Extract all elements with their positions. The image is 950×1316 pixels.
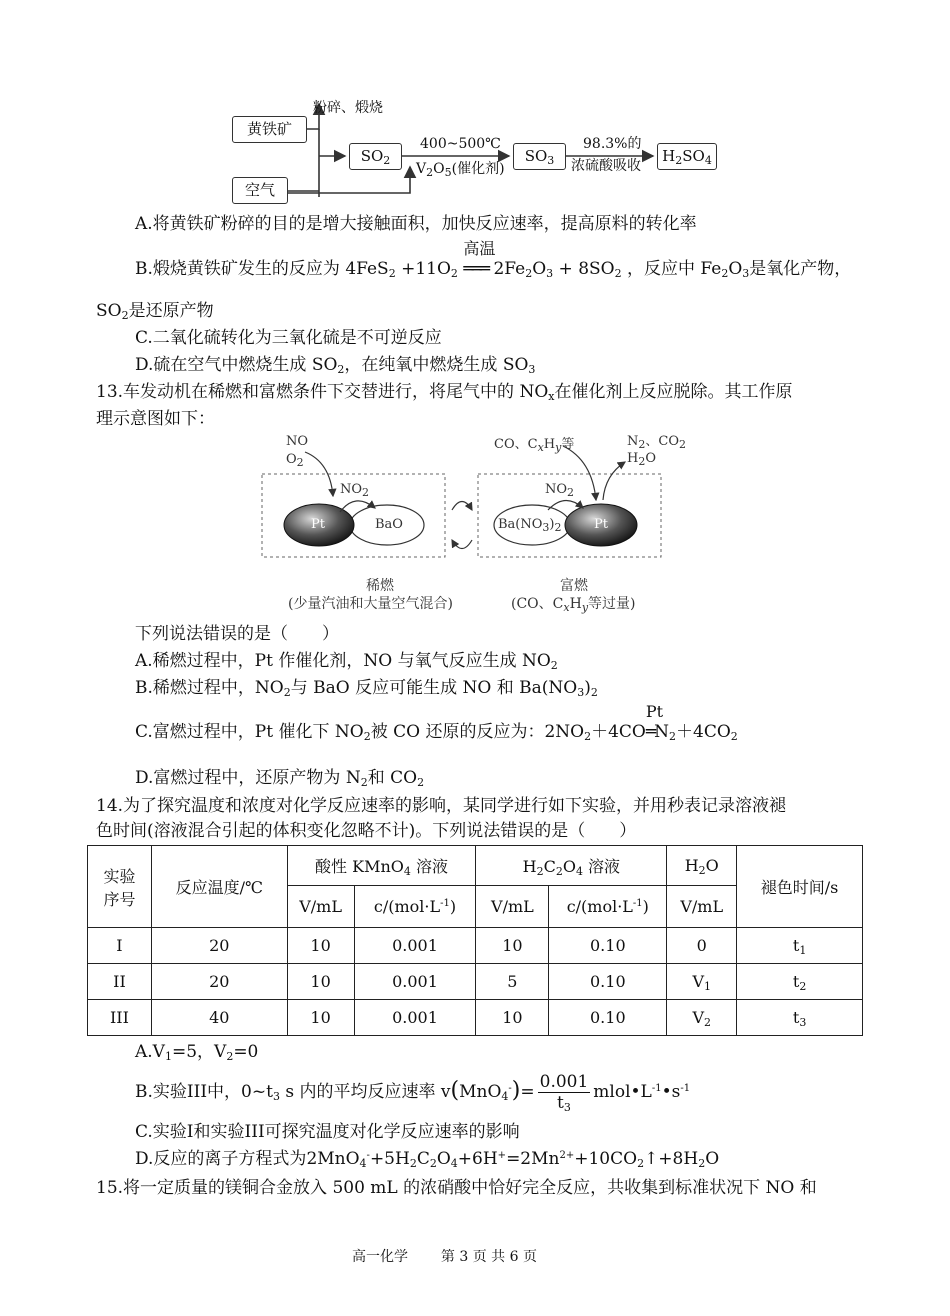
cell-time (737, 964, 863, 1000)
diag-bano3-label: Ba(NO (498, 517, 543, 532)
so3-label: SO (524, 147, 548, 165)
air-label: 空气 (244, 181, 275, 199)
table-row (88, 928, 863, 964)
th-exp-id (88, 846, 152, 928)
diag-bao: BaO (375, 517, 403, 532)
diag-no2-left: $NO_2$ (340, 482, 370, 499)
cell-time (737, 1000, 863, 1036)
q14-option-a: $A.V_1=5$，$V_2=0$ (135, 1042, 259, 1063)
cell-v2: 10 (476, 1000, 549, 1036)
th-v2: V/mL (476, 886, 549, 928)
diag-o2-label: O (286, 452, 297, 467)
cell-vw (667, 964, 737, 1000)
q12-option-b-cont: $SO_2$是还原产物 (96, 301, 214, 322)
diag-co-cxhy-label: CO、C (494, 437, 538, 452)
cell-t: t (792, 936, 800, 955)
th-exp-2: 序号 (103, 889, 136, 909)
diag-lean-title: 稀燃 (366, 578, 394, 594)
q14-d-text: D.反应的离子方程式为 (135, 1149, 307, 1169)
diag-no2-left-label: NO (340, 482, 363, 497)
footer (352, 1246, 537, 1266)
cell-t-sub: 3 (799, 1016, 807, 1029)
absorb-conc: 98.3%的 (583, 136, 642, 152)
th-h2c2o4: $H_2C_2O_4$ 溶液 (476, 846, 667, 886)
cell-c2: 0.10 (549, 928, 667, 964)
cell-temp: 20 (151, 964, 287, 1000)
th-h2c2o4-a: H (522, 857, 537, 876)
cell-temp: 40 (151, 1000, 287, 1036)
h2so4-box: $H_2SO_4$ (657, 143, 717, 170)
rate-unit: mlol•L (593, 1082, 652, 1102)
h2so4-h: H (662, 147, 676, 165)
pt-condition-label: Pt (645, 702, 664, 721)
so2-box: $SO_2$ (349, 143, 402, 170)
q12-option-c: C.二氧化硫转化为三氧化硫是不可逆反应 (135, 328, 442, 348)
diag-n2-co2: $N_2$、$CO_2$ (627, 434, 686, 451)
catalyst-diagram-graphics (0, 0, 950, 640)
q12-b-prefix: B.煅烧黄铁矿发生的反应为 (135, 259, 340, 279)
diag-lean-sub: (少量汽油和大量空气混合) (288, 596, 453, 612)
crush-calcine-label: 粉碎、煅烧 (313, 100, 383, 116)
q13-d-text2: 和 CO (367, 768, 418, 788)
th-exp-1: 实验 (103, 866, 136, 886)
diag-no: NO (286, 434, 309, 449)
diag-bano3: $Ba(NO_3)_2$ (498, 517, 562, 534)
diag-rich-sub-label: (CO、C (511, 596, 564, 612)
q13-stem-line2: 理示意图如下： (96, 409, 215, 429)
condition-temp: 400~500℃ (420, 136, 501, 152)
experiment-table (87, 845, 863, 1036)
cell-time (737, 928, 863, 964)
q14-option-b: B.实验III中，$0\sim t_3$ s 内的平均反应速率 v(MnO$_4$-)= $\frac{0.001}{t_3}$ $mlol•L^{-1}•s^{-1}$ (135, 1072, 691, 1114)
absorb-label: 浓硫酸吸收 (571, 158, 641, 174)
so3-box: $SO_3$ (513, 143, 566, 170)
cell-t: t (792, 972, 800, 991)
diag-h2o: $H_2O$ (627, 451, 657, 468)
q14-b-prefix: B.实验III中，0~t (135, 1082, 273, 1102)
q12-b-suffix: ，反应中 Fe (627, 259, 722, 279)
rate-numerator: 0.001 (539, 1072, 589, 1092)
th-fade-time: 褪色时间/s (737, 846, 863, 928)
table-row (88, 964, 863, 1000)
q14-stem-line2: 色时间(溶液混合引起的体积变化忽略不计)。下列说法错误的是（ ） (96, 821, 637, 841)
th-c2: $c/(mol\cdot L^{-1})$ (549, 886, 667, 928)
cell-c2: 0.10 (549, 964, 667, 1000)
cell-c2: 0.10 (549, 1000, 667, 1036)
pt-condition: Pt ═ (645, 702, 664, 742)
diag-no2-right-label: NO (545, 482, 568, 497)
q13-question: 下列说法错误的是（ ） (135, 624, 339, 644)
q12-b-suffix2: 是氧化产物， (749, 259, 852, 279)
cell-id: II (88, 964, 152, 1000)
q14-a-text: A.V (135, 1042, 165, 1062)
footer-subject: 高一化学 (352, 1249, 408, 1265)
cell-v1: 10 (287, 1000, 354, 1036)
th-v1: V/mL (287, 886, 354, 928)
q13-c-text2: 被 CO 还原的反应为： (370, 722, 545, 742)
diag-no2-right: $NO_2$ (545, 482, 575, 499)
cell-v1: 10 (287, 928, 354, 964)
q13-stem1-b: 在催化剂上反应脱除。其工作原 (554, 382, 793, 402)
q12-option-a: A.将黄铁矿粉碎的目的是增大接触面积，加快反应速率，提高原料的转化率 (135, 214, 697, 234)
diag-co-cxhy-end: 等 (561, 437, 575, 452)
q12-option-b: B.煅烧黄铁矿发生的反应为 $4FeS_2 +11O_2$ 高温 ═══ $2Fe_2O_3 + 8SO_2$ ，反应中 $Fe_2O_3$是氧化产物， (135, 239, 852, 280)
cell-vw-v: V (692, 972, 704, 991)
cell-t: t (792, 1008, 800, 1027)
diag-h: H (627, 451, 639, 466)
cell-v2: 10 (476, 928, 549, 964)
q13-option-b: B.稀燃过程中，$NO_2$与 BaO 反应可能生成 NO 和 $Ba(NO_3)_2$ (135, 678, 598, 699)
rate-fraction (538, 1072, 591, 1113)
q12-b-cont-text: 是还原产物 (128, 301, 214, 321)
h2so4-so: SO (682, 147, 705, 165)
q15-stem: 15.将一定质量的镁铜合金放入 500 mL 的浓硝酸中恰好完全反应，共收集到标准状况下 NO 和 (96, 1178, 817, 1198)
diag-co-cxhy: CO、$C_xH_y$等 (494, 437, 575, 454)
th-kmno4-b: 溶液 (415, 857, 448, 876)
q13-d-text: D.富燃过程中，还原产物为 N (135, 768, 361, 788)
high-temp-label: 高温 (463, 239, 496, 258)
cell-c1: 0.001 (354, 928, 476, 964)
th-h2o-h: H (684, 856, 699, 875)
q13-stem1: 13.车发动机在稀燃和富燃条件下交替进行，将尾气中的 NO (96, 382, 549, 402)
cell-v1: 10 (287, 964, 354, 1000)
rate-den-t: t (557, 1093, 564, 1113)
catalyst-label: (催化剂) (451, 161, 505, 177)
q13-a-text: A.稀燃过程中，Pt 作催化剂，NO 与氧气反应生成 NO (135, 651, 551, 671)
q13-b-text2: 与 BaO 反应可能生成 NO 和 Ba(NO (290, 678, 578, 698)
diag-rich-title: 富燃 (560, 578, 588, 594)
cell-t-sub: 2 (799, 980, 807, 993)
q14-option-d: D.反应的离子方程式为$2MnO_4^-+5H_2C_2O_4+6H^+=2Mn^{2+}+10CO_2↑+8H_2O$ (135, 1149, 720, 1170)
cell-temp: 20 (151, 928, 287, 964)
diag-o2: $O_2$ (286, 452, 304, 469)
diag-n2: N (627, 434, 639, 449)
th-c2-text: c/(mol·L (566, 897, 633, 916)
th-c1: $c/(mol\cdot L^{-1})$ (354, 886, 476, 928)
th-kmno4-a: 酸性 KMnO (315, 857, 404, 876)
th-c1-text: c/(mol·L (373, 897, 441, 916)
rate-denominator: $t_3$ (557, 1093, 571, 1114)
diag-pt-left: Pt (311, 517, 325, 532)
th-v3: V/mL (667, 886, 737, 928)
q13-option-a: A.稀燃过程中，Pt 作催化剂，NO 与氧气反应生成 $NO_2$ (135, 651, 558, 672)
q13-b-text: B.稀燃过程中，NO (135, 678, 284, 698)
th-kmno4: 酸性 KMnO$_4$ 溶液 (287, 846, 476, 886)
cell-vw (667, 1000, 737, 1036)
diag-rich-sub: (CO、$C_xH_y$等过量) (511, 596, 636, 614)
q14-option-c: C.实验I和实验III可探究温度对化学反应速率的影响 (135, 1122, 520, 1142)
condition-catalyst: $V_2O_5$(催化剂) (416, 161, 505, 179)
th-h2c2o4-b: 溶液 (588, 857, 621, 876)
cell-vw-sub: 2 (704, 1016, 711, 1029)
catalyst-v: V (416, 161, 427, 177)
q13-option-c: C.富燃过程中，Pt 催化下 $NO_2$被 CO 还原的反应为：$2NO_2+4CO$ Pt $═N_2+4CO_2$ (135, 702, 738, 743)
q14-stem-line1: 14.为了探究温度和浓度对化学反应速率的影响，某同学进行如下实验，并用秒表记录溶液褪 (96, 796, 787, 816)
so2-label: SO (360, 147, 384, 165)
cell-c1: 0.001 (354, 964, 476, 1000)
table-row (88, 1000, 863, 1036)
cell-id: III (88, 1000, 152, 1036)
q12-d-prefix: D.硫在空气中燃烧生成 SO (135, 355, 338, 375)
q13-stem-line1: 13.车发动机在稀燃和富燃条件下交替进行，将尾气中的 $NO_x$在催化剂上反应脱除。其工作原 (96, 382, 793, 403)
high-temp-condition: 高温 ═══ (463, 239, 496, 279)
cell-t-sub: 1 (799, 944, 807, 957)
footer-page: 第 3 页 共 6 页 (440, 1249, 537, 1265)
q14-b-mid: s 内的平均反应速率 (279, 1082, 436, 1102)
cell-vw: 0 (667, 928, 737, 964)
th-temp: 反应温度/℃ (151, 846, 287, 928)
cell-vw-v: V (692, 1008, 704, 1027)
q13-option-d: D.富燃过程中，还原产物为 $N_2$和 $CO_2$ (135, 768, 425, 789)
cell-id: I (88, 928, 152, 964)
cell-c1: 0.001 (354, 1000, 476, 1036)
q13-c-text: C.富燃过程中，Pt 催化下 NO (135, 722, 364, 742)
pyrite-label: 黄铁矿 (246, 120, 292, 138)
q12-option-d: D.硫在空气中燃烧生成 $SO_2$，在纯氧中燃烧生成 $SO_3$ (135, 355, 536, 376)
cell-vw-sub: 1 (704, 980, 711, 993)
diag-pt-right: Pt (594, 517, 608, 532)
diag-rich-sub-end: 等过量) (588, 596, 636, 612)
cell-v2: 5 (476, 964, 549, 1000)
th-h2o: $H_2O$ (667, 846, 737, 886)
q12-d-mid: ，在纯氧中燃烧生成 SO (344, 355, 529, 375)
